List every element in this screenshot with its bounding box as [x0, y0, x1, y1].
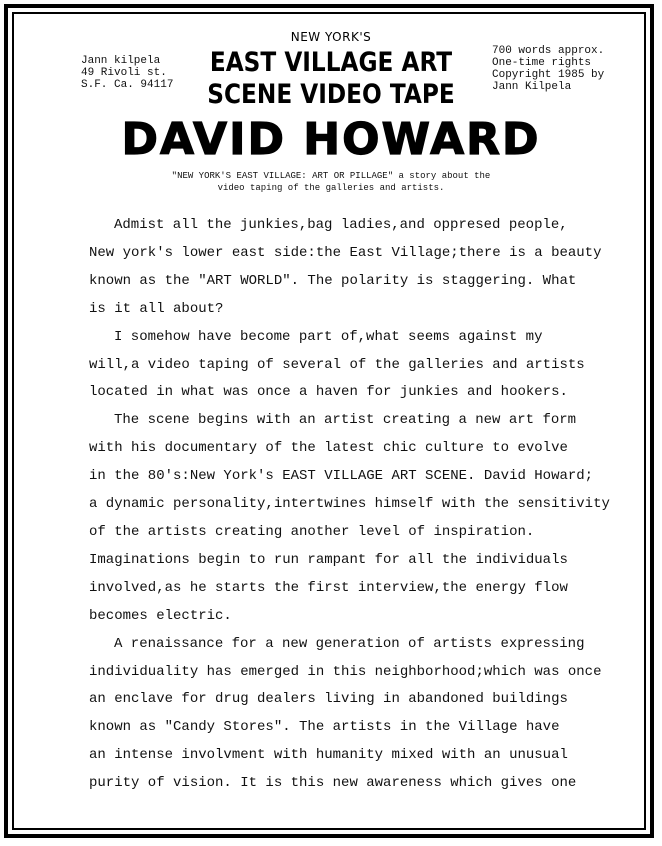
headline-line-1: EAST VILLAGE ART	[209, 47, 453, 78]
sender-street: 49 Rivoli st.	[81, 67, 167, 79]
paragraph-2	[89, 324, 610, 408]
body-line: will,a video taping of several of the galleries and artists	[89, 356, 585, 373]
rights-type: One-time rights	[492, 57, 592, 69]
tagline-line-1: "NEW YORK'S EAST VILLAGE: ART OR PILLAGE" a story about the	[171, 171, 491, 181]
body-line: an intense involvment with humanity mixed with an unusual	[89, 747, 568, 764]
body-line: Imaginations begin to run rampant for all the individuals	[89, 551, 568, 568]
body-line: is it all about?	[89, 300, 224, 317]
body-line: known as the "ART WORLD". The polarity is staggering. What	[89, 272, 577, 289]
body-line: known as "Candy Stores". The artists in the Village have	[89, 719, 560, 736]
copyright-holder: Jann Kilpela	[492, 81, 572, 93]
paragraph-3	[89, 407, 610, 630]
header-kicker: NEW YORK'S	[290, 30, 372, 44]
copyright-line: Copyright 1985 by	[492, 69, 605, 81]
paragraph-4	[89, 631, 610, 798]
body-line: individuality has emerged in this neighborhood;which was once	[89, 663, 602, 680]
tagline-line-2: video taping of the galleries and artists.	[217, 183, 445, 193]
body-line: with his documentary of the latest chic culture to evolve	[89, 440, 568, 457]
tagline	[150, 170, 512, 194]
sender-city: S.F. Ca. 94117	[81, 79, 174, 91]
body-line: A renaissance for a new generation of artists expressing	[114, 635, 585, 652]
body-line: becomes electric.	[89, 607, 232, 624]
body-line: a dynamic personality,intertwines himself with the sensitivity	[89, 496, 610, 513]
body-line: of the artists creating another level of inspiration.	[89, 523, 535, 540]
subject-name: DAVID HOWARD	[121, 114, 541, 165]
body-line: Admist all the junkies,bag ladies,and oppresed people,	[114, 217, 568, 233]
body-line: purity of vision. It is this new awareness which gives one	[89, 775, 577, 792]
sender-name: Jann kilpela	[81, 55, 161, 67]
word-count: 700 words approx.	[492, 45, 605, 57]
body-line: I somehow have become part of,what seems against my	[114, 328, 543, 345]
article-body	[89, 212, 610, 798]
body-line: New york's lower east side:the East Village;there is a beauty	[89, 244, 602, 261]
body-line: an enclave for drug dealers living in abandoned buildings	[89, 691, 568, 708]
paragraph-1	[89, 212, 610, 324]
body-line: located in what was once a haven for junkies and hookers.	[89, 384, 568, 401]
body-line: involved,as he starts the first interview,the energy flow	[89, 579, 568, 596]
body-line: The scene begins with an artist creating a new art form	[114, 412, 577, 429]
headline-line-2: SCENE VIDEO TAPE	[207, 79, 455, 110]
body-line: in the 80's:New York's EAST VILLAGE ART SCENE. David Howard;	[89, 468, 594, 485]
